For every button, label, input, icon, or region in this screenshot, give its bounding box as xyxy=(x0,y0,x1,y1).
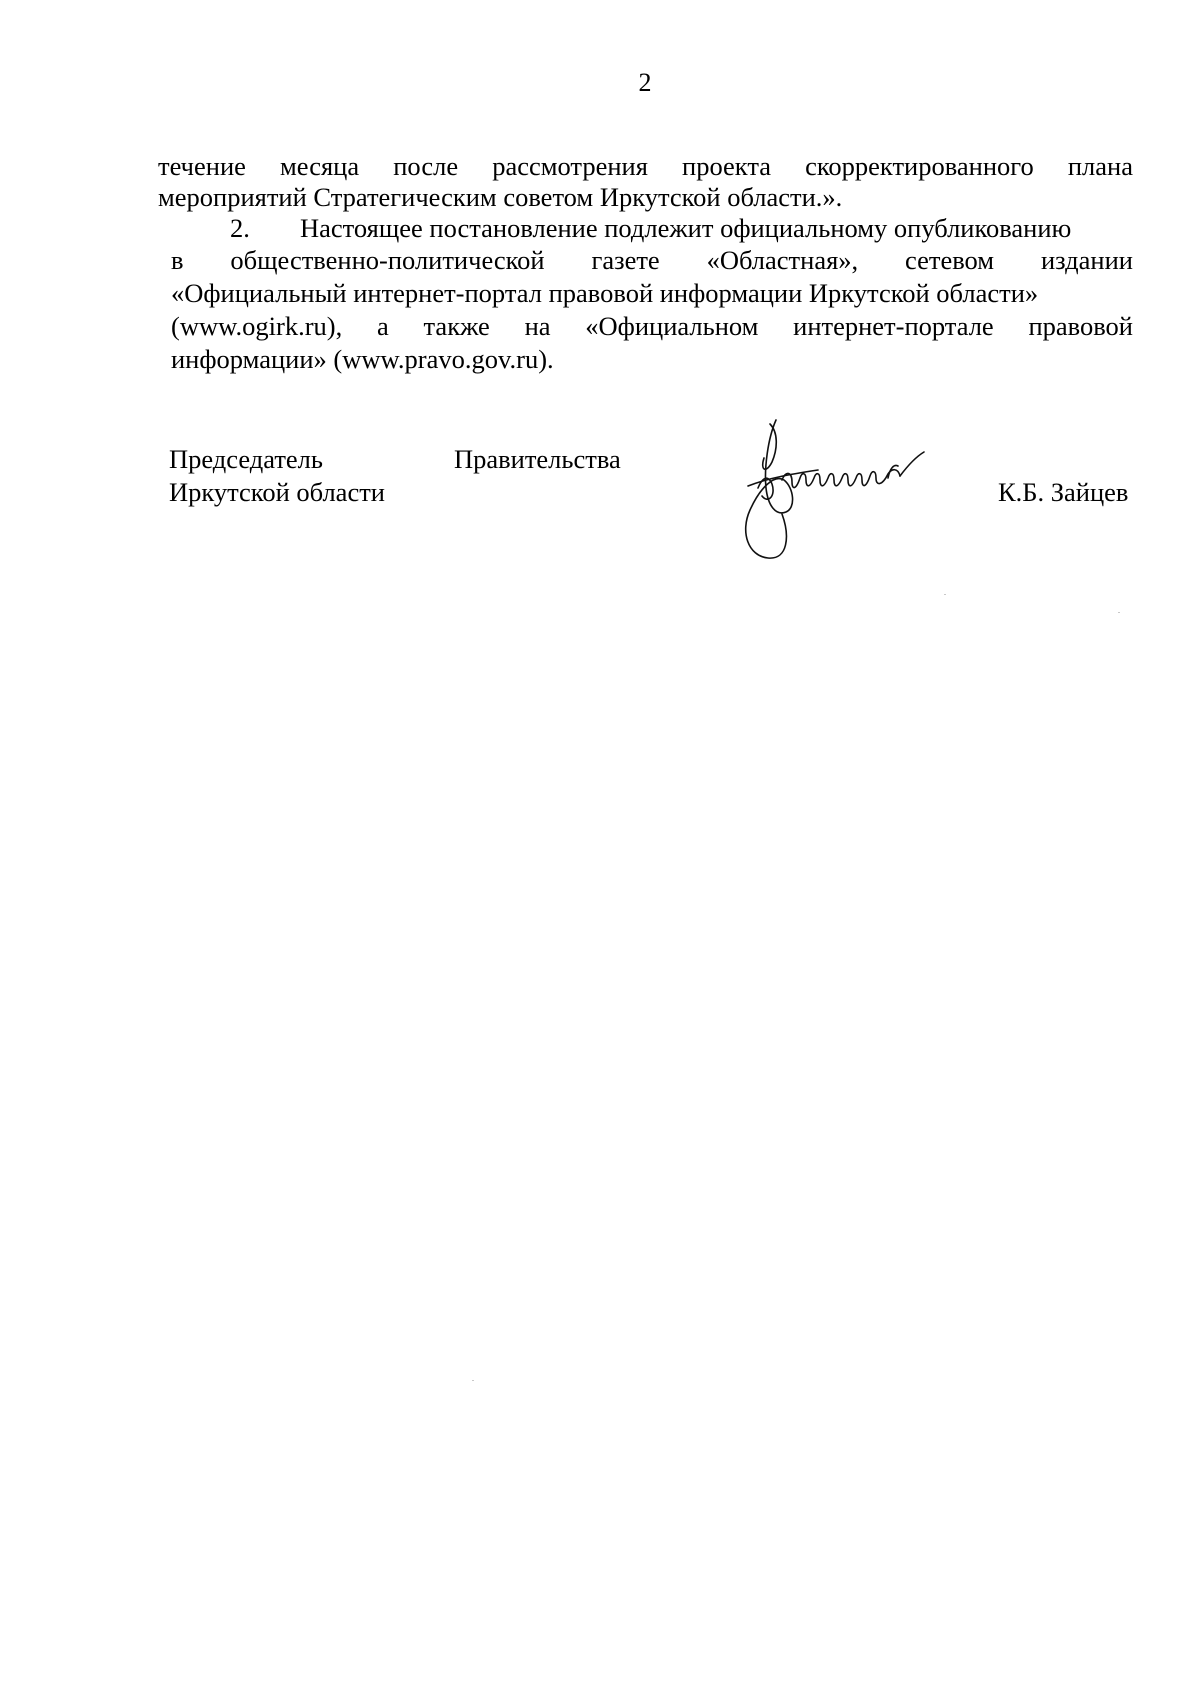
word: а xyxy=(377,311,389,341)
word: также xyxy=(423,311,490,341)
word: сетевом xyxy=(905,245,995,275)
word: интернет-портале xyxy=(793,311,994,341)
word: газете xyxy=(591,245,660,275)
scan-speck xyxy=(1118,612,1120,613)
word: после xyxy=(393,151,459,181)
word: течение xyxy=(158,151,246,181)
word: на xyxy=(524,311,551,341)
clause-line-1: Настоящее постановление подлежит официальному опубликованию xyxy=(300,213,1072,243)
word: общественно-политической xyxy=(230,245,545,275)
word: (www.ogirk.ru), xyxy=(171,311,343,341)
clause-line-3: «Официальный интернет-портал правовой информации Иркутской области» xyxy=(171,278,1039,308)
word: «Официальном xyxy=(585,311,759,341)
clause-line-2 xyxy=(171,245,1133,275)
word: «Областная», xyxy=(706,245,859,275)
word: рассмотрения xyxy=(492,151,648,181)
word: правовой xyxy=(1028,311,1133,341)
signatory-name: К.Б. Зайцев xyxy=(998,477,1129,507)
paragraph-end-line-1 xyxy=(158,151,1133,181)
word: плана xyxy=(1067,151,1133,181)
signatory-title-word-2: Правительства xyxy=(454,444,621,474)
clause-number: 2. xyxy=(230,213,250,243)
signatory-title-line-2: Иркутской области xyxy=(169,477,385,507)
word: проекта xyxy=(682,151,771,181)
clause-line-5: информации» (www.pravo.gov.ru). xyxy=(171,344,554,374)
paragraph-end-line-2: мероприятий Стратегическим советом Иркутской области.». xyxy=(158,182,843,212)
word: месяца xyxy=(280,151,360,181)
page-number: 2 xyxy=(638,68,652,97)
handwritten-signature xyxy=(738,418,958,560)
word: скорректированного xyxy=(805,151,1034,181)
scan-speck xyxy=(472,1380,474,1381)
clause-line-4 xyxy=(171,311,1133,341)
scan-speck xyxy=(944,594,946,595)
word: в xyxy=(171,245,184,275)
word: издании xyxy=(1040,245,1133,275)
signatory-title-word-1: Председатель xyxy=(169,444,323,474)
